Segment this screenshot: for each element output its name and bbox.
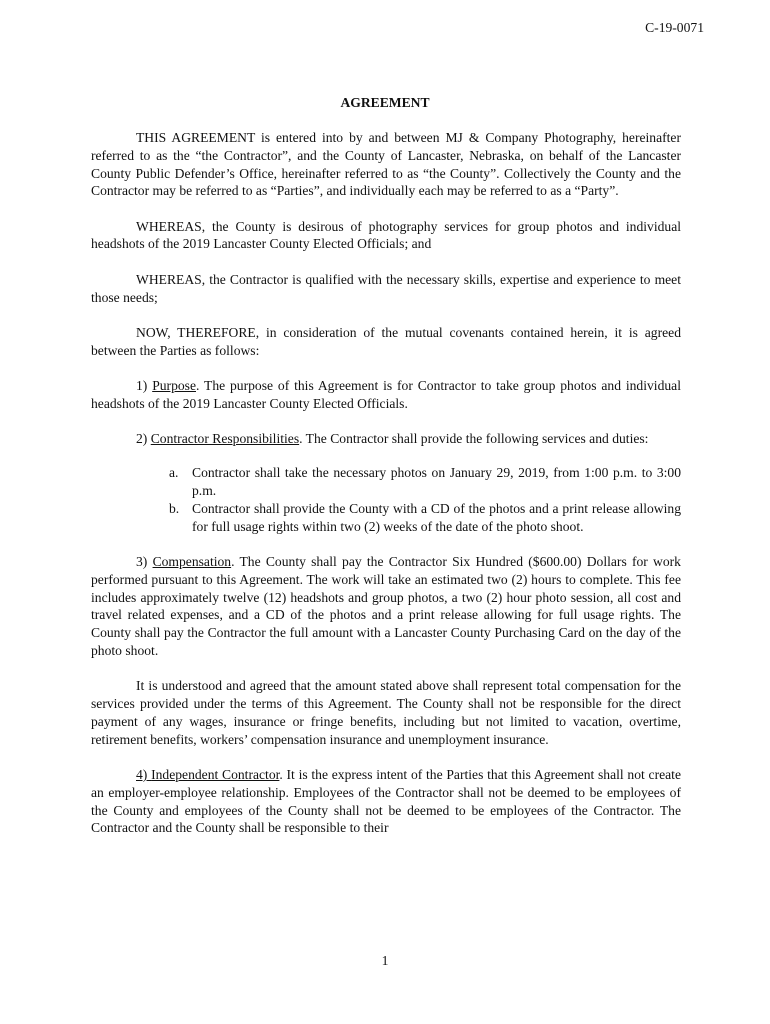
responsibilities-list (91, 464, 681, 535)
compensation-number: 3) (136, 554, 153, 570)
compensation-section (91, 553, 681, 660)
responsibilities-text: . The Contractor shall provide the following services and duties: (299, 431, 649, 447)
document-title: AGREEMENT (340, 95, 430, 110)
purpose-number: 1) (136, 377, 153, 393)
compensation-text: . The County shall pay the Contractor Six Hundred ($600.00) Dollars for work performed pursuant to this Agreement. The work will take an estimated two (2) hours to complete. This fee includes approximately twelve (12) headshots and group photos, a two (2) hour photo session, all cost and travel related expenses, and a CD of the photos and a print release allowing for full usage rights. The County shall pay the Contractor the full amount with a Lancaster County Purchasing Card on the day of the photo shoot. (91, 554, 681, 659)
list-item-marker: a. (169, 465, 179, 481)
list-item (169, 464, 681, 500)
whereas-paragraph-2: WHEREAS, the Contractor is qualified with the necessary skills, expertise and experience to meet those needs; (91, 271, 681, 305)
purpose-heading: Purpose (152, 377, 196, 393)
purpose-text: . The purpose of this Agreement is for Contractor to take group photos and individual headshots of the 2019 Lancaster County Elected Officials. (91, 377, 681, 411)
independent-contractor-section (91, 766, 681, 837)
document-body (91, 129, 681, 855)
responsibilities-section (91, 430, 681, 448)
independent-number: 4) (136, 767, 152, 783)
independent-text: . It is the express intent of the Parties that this Agreement shall not create an employer-employee relationship. Employees of the Contractor shall not be deemed to be employees of the County and employees of the County shall not be deemed to be employees of the Contractor. The Contractor and the County shall be responsible to their (91, 767, 681, 836)
responsibilities-number: 2) (136, 431, 151, 447)
responsibilities-heading: Contractor Responsibilities (150, 431, 300, 447)
purpose-section (91, 377, 681, 413)
independent-heading: Independent Contractor (151, 767, 280, 783)
page-number: 1 (381, 953, 389, 968)
now-therefore-paragraph: NOW, THEREFORE, in consideration of the mutual covenants contained herein, it is agreed between the Parties as follows: (91, 324, 681, 358)
compensation-heading: Compensation (152, 554, 232, 570)
list-item-text: Contractor shall take the necessary photos on January 29, 2019, from 1:00 p.m. to 3:00 p.m. (192, 465, 681, 499)
independent-contractor-heading-group (136, 767, 279, 782)
understood-paragraph: It is understood and agreed that the amount stated above shall represent total compensation for the services provided under the terms of this Agreement. The County shall not be responsible for the direct payment of any wages, insurance or fringe benefits, including but not limited to vacation, overtime, retirement benefits, workers’ compensation insurance and unemployment insurance. (91, 678, 681, 747)
list-item-marker: b. (169, 500, 180, 516)
list-item-text: Contractor shall provide the County with a CD of the photos and a print release allowing for full usage rights within two (2) weeks of the date of the photo shoot. (192, 500, 681, 534)
whereas-paragraph-1: WHEREAS, the County is desirous of photography services for group photos and individual headshots of the 2019 Lancaster County Elected Officials; and (91, 218, 681, 252)
intro-paragraph: THIS AGREEMENT is entered into by and between MJ & Company Photography, hereinafter referred to as the “the Contractor”, and the County of Lancaster, Nebraska, on behalf of the Lancaster County Public Defender’s Office, hereinafter referred to as “the County”. Collectively the County and the Contractor may be referred to as “Parties”, and individually each may be referred to as a “Party”. (91, 130, 681, 199)
list-item (169, 500, 681, 536)
document-id: C-19-0071 (645, 20, 704, 35)
